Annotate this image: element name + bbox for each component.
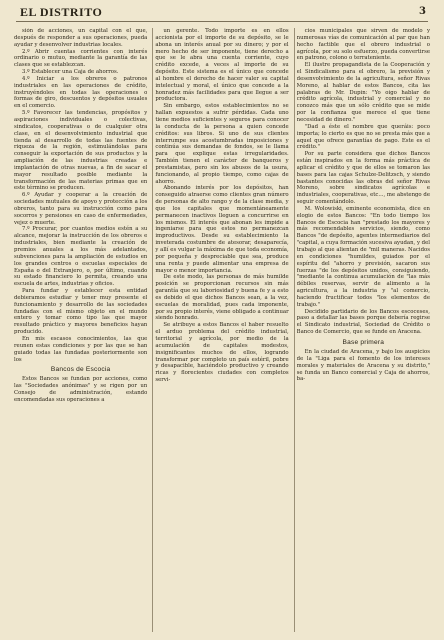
paragraph: 6.º Ayudar y cooperar a la creación de sociedades mutuales de apoyo y protección a los obreros, tanto para su instrucción como para socorros y pensiones en caso de enfermedades, vejez o muerte.: [14, 192, 148, 226]
paragraph: En mis escasos conocimientos, las que reunen estas condiciones y por las que se han guiado todas las fundadas posteriormente son los: [14, 335, 148, 363]
paragraph: Decidido partidario de los Bancos escoceses, paso a detallar las bases porque debería regirse el Sindicato industrial, Sociedad de Crédito o Banco de Comercio, que se funde en Aracena.: [296, 308, 430, 336]
paragraph: 5.º Favorecer las tendencias, propósitos y aspiraciones individuales o colectivas, sindicatos, cooperativas o de cualquier otra clase, en el desenvolvimiento industrial que tienda al desarrollo de todas las fuentes de riqueza de la región, estimulándolas para conseguir la exportación de sus productos y la ampliación de las industrias creadas e implantación de otras nuevas, a fin de sacar el mayor resultado posible mediante la transformación de las materias primas que en este término se producen.: [14, 110, 148, 192]
paragraph: 7.º Procurar, por cuantos medios estén a su alcance, mejorar la instrucción de los obreros e industriales, bien mediante la creación de premios anuales a los más adelantados, subvenciones para la ampliación de estudios en los grandes centros o escuelas especiales de España o del Extranjero, o, por último, cuando su estado financiero lo permita, creando una escuela de artes, industrias y oficios.: [14, 226, 148, 288]
paragraph: Estos Bancos se fundan por acciones, como las "Sociedades anónimas" y se rigen por un Consejo de administración, estando encomendadas sus operaciones a: [14, 376, 148, 403]
section-heading: Bancos de Escocia: [50, 366, 111, 374]
page-header: [16, 5, 428, 22]
paragraph: 2.º Abrir cuentas corrientes con interés ordinario o mutuo, mediante la garantía de las clases que se establezcan.: [14, 48, 148, 69]
column-3: [297, 28, 430, 632]
paragraph: M. Wolowiski, eminente economista, dice en elogio de estos Bancos: "En todo tiempo los Bancos de Escocia han "prestado los mayores y más recomendables servicios, siendo, como Bancos "de depósito, agentes intermediarios del "capital, a cuya formación sucesiva ayudan, y del trabajo al que alientan de "mil maneras. Nacidos en condiciones "humildes, guiados por el espíritu del "ahorro y previsión, sacaron sus fuerzas "de los depósitos unidos, consiguiendo, "mediante la continua acumulación de "las más débiles reservas, servir de alimento a la agricultura, a la industria y "al comercio, haciendo fructificar todos "los elementos de trabajo.": [296, 205, 430, 308]
paragraph: sión de acciones, un capital con el que, después de responder a sus operaciones, pueda ayudar y desenvolver industrias locales.: [14, 28, 148, 48]
paragraph: 4.º Iniciar a los obreros o patronos industriales en las operaciones de crédito, instruyéndoles en todas las operaciones o formas de giro, descuentos y depósitos usuales en el comercio.: [14, 75, 148, 110]
paragraph: Se atribuye a estos Bancos el haber resuelto el arduo problema del crédito industrial, territorial y agrícola, por medio de la acumulación de capitales modestos, insignificantes muchos de ellos, logrando transformar por completo un país estéril, pobre y desapacible, haciéndolo productivo y creando ricas y florecientes ciudades con completos servi-: [155, 322, 289, 384]
column-2: [155, 28, 288, 632]
article-columns: [14, 28, 430, 632]
paragraph: cios municipales que sirven de modelo y numerosas vías de comunicación al par que han hecho factible que el obrero industrial o agrícola, por su solo esfuerzo, pueda convertirse en patrono, colono o terrateniente.: [296, 28, 430, 62]
paragraph: De este modo, las personas de más humilde posición se proporcionan recursos sin más garantía que su laboriosidad y buena fe y a esto es debido el que dichos Bancos sean, a la vez, escuelas de moralidad, pues cada imponente, por su propio interés, viene obligado a continuar siendo honrado.: [155, 274, 289, 322]
paragraph: Abonando interés por los depósitos, han conseguido atraerse como clientes gran número de personas de alto rango y de la clase media, y que los capitales que momentáneamente permanecen inactivos lleguen a concurrirse en los mismos. El interés que abonan les impide a ingeniarse para que estos no permanezcan improductivos. Desde su establecimiento la inveterada costumbre de atesorar, desaparecía, y allí es vulgar la máxima de que toda economía, por pequeña y despreciable que sea, produce una renta y puede alimentar una empresa de mayor o menor importancia.: [155, 185, 289, 274]
column-1: [14, 28, 147, 632]
paragraph: 3.º Establecer una Caja de ahorros.: [22, 69, 119, 76]
paragraph: Por su parte considera que dichos Bancos están inspirados en la forma más práctica de aplicar el crédito y que de ellos se tomaron las bases para las cajas Schulze-Delitzsch, y siendo bastantes conocidas las obras del señor Rivas Moreno, sobre sindicatos agrícolas e industriales, cooperativas, etc..., me abstengo de seguir comentándolo.: [296, 151, 430, 206]
paragraph: un gerente. Todo importe es en ellos accionista por el importe de su depósito, se le abona un interés anual por su dinero; y por el mero hecho de ser imponente, tiene derecho a que se le abra una cuenta corriente, cuyo crédito excede, a veces al importe de su depósito. Este sistema es el único que concede al hombre el derecho de hacer valer su capital intelectual y moral, el único que concede a la honradez más facilidades para que llegue a ser productora.: [155, 28, 289, 103]
page-number: 3: [419, 6, 426, 17]
paragraph: En la ciudad de Aracena, y bajo los auspicios de la "Liga para el fomento de los intereses morales y materiales de Aracena y su distrito," se funda un Banco comercial y Caja de ahorros, ba-: [296, 348, 430, 383]
paragraph: Para fundar y establecer esta entidad debieramos estudiar y tener muy presente el funcionamiento y desarrollo de las sociedades fundadas con el mismo objeto en el mundo entero y tomar como tipo las que mayor resultado práctico y mayores beneficios hayan producido.: [14, 288, 148, 336]
paragraph: Sin embargo, estos establecimientos no se hallan expuestos a sufrir pérdidas. Cada uno tiene medios suficientes y seguros para conocer la conducta de la persona a quien concede créditos: sus libros. Si uno de sus clientes interrumpe sus acostumbradas imposiciones y continúa sus demandas de fondos, se le llama para que explique estas irregularidades. También tienen el carácter de banqueros y prestamistas, pero sin los abusos de la usura, funcionando, al propio tiempo, como cajas de ahorro.: [155, 103, 289, 185]
paragraph: "Dad a éste el nombre que queráis: poco importa; lo cierto es que no se presta más que a aquel que ofrece garantías de pago. Este es el crédito.": [296, 123, 430, 151]
paragraph: El ilustre propagandista de la Cooperación y el Sindicalismo para el obrero, la previsión y desenvolvimiento de la agricultura, señor Rivas Moreno, al hablar de estos Bancos, cita las palabras de Mr. Dupin: "Yo oigo hablar de crédito agrícola, industrial y comercial y no conozco más que un sólo crédito que se mide por la confianza que merece el que tiene necesidad de dinero.": [296, 62, 430, 123]
section-heading: Base primera: [342, 338, 385, 346]
masthead: EL DISTRITO: [20, 5, 103, 19]
